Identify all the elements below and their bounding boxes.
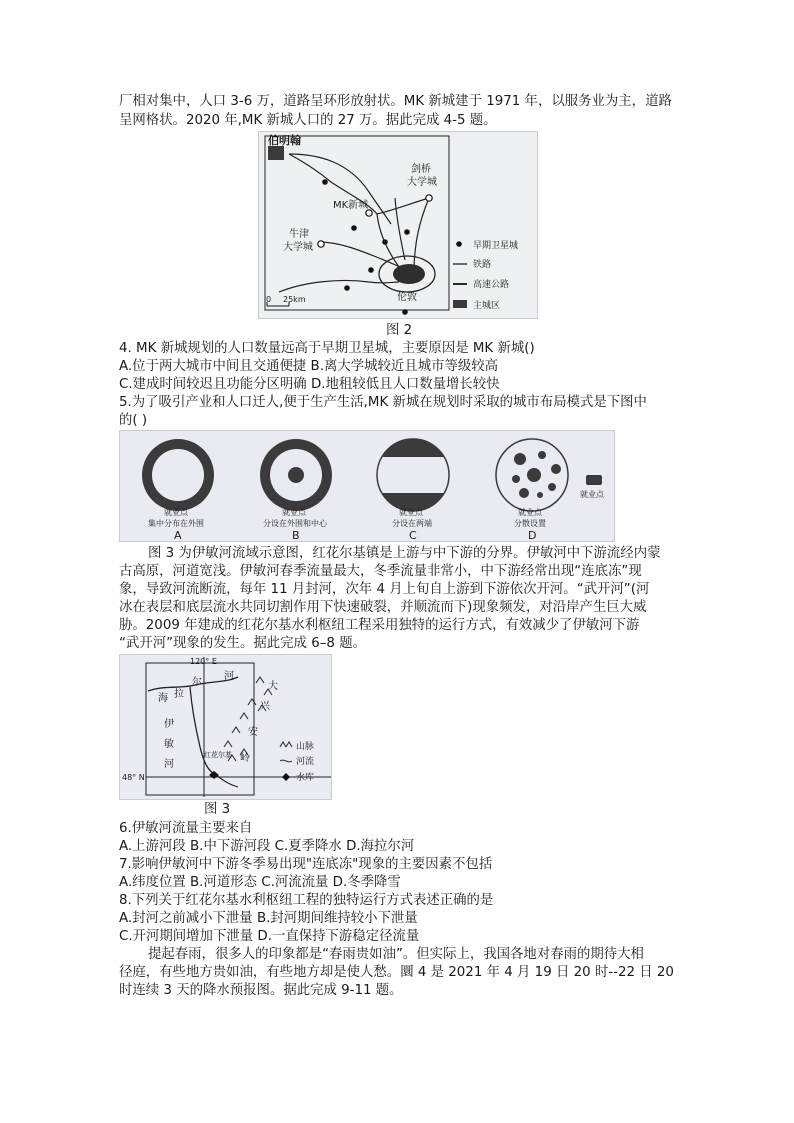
q7-options: A.纬度位置 B.河道形态 C.河流流量 D.冬季降雪	[119, 875, 401, 890]
option-b-diagram	[260, 439, 332, 541]
passage2-line-2: 古高原，河道宽浅。伊敏河春季流量最大，冬季流量非常小，中下游经常出现“连底冻”现	[119, 564, 642, 579]
figure-3-caption: 图 3	[204, 802, 231, 817]
label-yimin-2: 敏	[164, 739, 174, 750]
option-a-text1: 就业点	[164, 508, 188, 517]
option-d-letter: D	[528, 529, 537, 541]
option-b-text1: 就业点	[282, 508, 306, 517]
q5-stem-1: 5.为了吸引产业和人口迁人,便于生产生活,MK 新城在规划时采取的城市布局模式是下图中	[119, 395, 647, 410]
label-cambridge-1: 剑桥	[411, 164, 431, 175]
legend-reservoir: 水库	[296, 773, 315, 783]
option-c-diagram	[377, 439, 449, 541]
label-daxinganling-1: 大	[268, 681, 278, 692]
option-c-letter: C	[409, 529, 417, 541]
label-hailar-4: 河	[224, 671, 234, 682]
legend-core: 主城区	[473, 301, 501, 311]
q4-stem: 4. MK 新城规划的人口数量远高于早期卫星城，主要原因是 MK 新城()	[119, 341, 535, 356]
passage3-line-1: 提起春雨，很多人的印象都是“春雨贵如油”。但实际上，我国各地对春雨的期待大相	[148, 947, 644, 962]
passage2-line-1: 图 3 为伊敏河流域示意图，红花尔基镇是上游与中下游的分界。伊敏河中下游流经内蒙	[148, 546, 661, 561]
label-yimin-3: 河	[164, 759, 174, 770]
reservoir-marker	[209, 771, 219, 779]
latitude-label: 48° N	[122, 773, 145, 782]
label-daxinganling-3: 安	[248, 727, 258, 738]
label-oxford-2: 大学城	[283, 242, 313, 253]
q4-options-1: A.位于两大城市中间且交通便捷 B.离大学城较近且城市等级较高	[119, 359, 499, 374]
legend-river: 河流	[296, 757, 315, 767]
legend-highway: 高速公路	[473, 280, 510, 290]
label-daxinganling-2: 兴	[260, 701, 270, 712]
intro-line-1: 厂相对集中，人口 3-6 万，道路呈环形放射状。MK 新城建于 1971 年，以服务业为主，道路	[119, 94, 672, 109]
passage2-line-4: 冰在表层和底层流水共同切割作用下快速破裂，并顺流而下)现象频发，对沿岸产生巨大威	[119, 600, 647, 615]
legend-railway: 铁路	[473, 260, 492, 270]
option-d-text2: 分散设置	[514, 519, 546, 528]
passage2-line-6: “武开河”现象的发生。据此完成 6–8 题。	[119, 636, 366, 651]
label-birmingham: 伯明翰	[268, 134, 301, 147]
q6-options: A.上游河段 B.中下游河段 C.夏季降水 D.海拉尔河	[119, 839, 415, 854]
label-hailar-3: 尔	[192, 677, 202, 688]
birmingham-core	[268, 146, 284, 160]
q7-stem: 7.影响伊敏河中下游冬季易出现"连底冻"现象的主要因素不包括	[119, 857, 493, 872]
label-oxford-1: 牛津	[289, 229, 309, 240]
passage2-line-3: 象，导致河流断流，每年 11 月封河，次年 4 月上旬自上游到下游依次开河。“武开河”(河	[119, 582, 650, 597]
option-a-text2: 集中分布在外围	[148, 519, 204, 528]
figure-2-map	[258, 131, 538, 319]
london-core	[393, 264, 425, 284]
label-mk: MK新城	[333, 200, 369, 211]
q8-options-1: A.封河之前减小下泄量 B.封河期间维持较小下泄量	[119, 911, 418, 926]
layout-legend-label: 就业点	[580, 490, 604, 499]
q5-stem-2: 的( )	[119, 413, 148, 428]
passage2-line-5: 胁。2009 年建成的红花尔基水利枢纽工程采用独特的运行方式，有效减少了伊敏河下游	[119, 618, 640, 633]
figure-2-caption: 图 2	[386, 323, 413, 338]
label-hailar-1: 海	[158, 693, 168, 704]
label-cambridge-2: 大学城	[407, 177, 437, 188]
figure-2-legend	[453, 239, 518, 311]
label-london: 伦敦	[397, 292, 417, 303]
q8-options-2: C.开河期间增加下泄量 D.一直保持下游稳定径流量	[119, 929, 420, 944]
legend-satellite: 早期卫星城	[473, 241, 519, 251]
q8-stem: 8.下列关于红花尔基水利枢纽工程的独特运行方式表述正确的是	[119, 893, 494, 908]
label-yimin-1: 伊	[164, 719, 174, 730]
label-hailar-2: 拉	[174, 689, 184, 700]
option-b-text2: 分设在外围和中心	[263, 519, 327, 528]
legend-mountain: 山脉	[296, 742, 315, 752]
figure-3-legend	[280, 740, 314, 783]
option-d-text1: 就业点	[518, 508, 542, 517]
option-a-diagram	[142, 439, 214, 541]
layout-options-figure	[119, 430, 615, 542]
option-a-letter: A	[174, 529, 182, 541]
option-c-text2: 分设在两端	[392, 519, 432, 528]
longitude-label: 120° E	[190, 657, 217, 666]
option-c-text1: 就业点	[399, 508, 423, 517]
passage3-line-2: 径庭，有些地方贵如油，有些地方却是使人愁。圜 4 是 2021 年 4 月 19 日 20 时--22 日 20	[119, 965, 674, 980]
label-town: 红花尔基	[204, 751, 232, 759]
option-b-letter: B	[292, 529, 300, 541]
scale-distance: 25km	[283, 295, 306, 304]
passage3-line-3: 时连续 3 天的降水预报图。据此完成 9-11 题。	[119, 983, 403, 998]
q4-options-2: C.建成时间较迟且功能分区明确 D.地租较低且人口数量增长较快	[119, 377, 500, 392]
q6-stem: 6.伊敏河流量主要来自	[119, 821, 253, 836]
option-d-diagram	[496, 439, 568, 541]
figure-3-map	[119, 654, 332, 800]
label-daxinganling-4: 岭	[240, 753, 250, 764]
intro-line-2: 呈网格状。2020 年,MK 新城人口的 27 万。据此完成 4-5 题。	[119, 113, 497, 128]
scale-zero: 0	[266, 295, 272, 304]
